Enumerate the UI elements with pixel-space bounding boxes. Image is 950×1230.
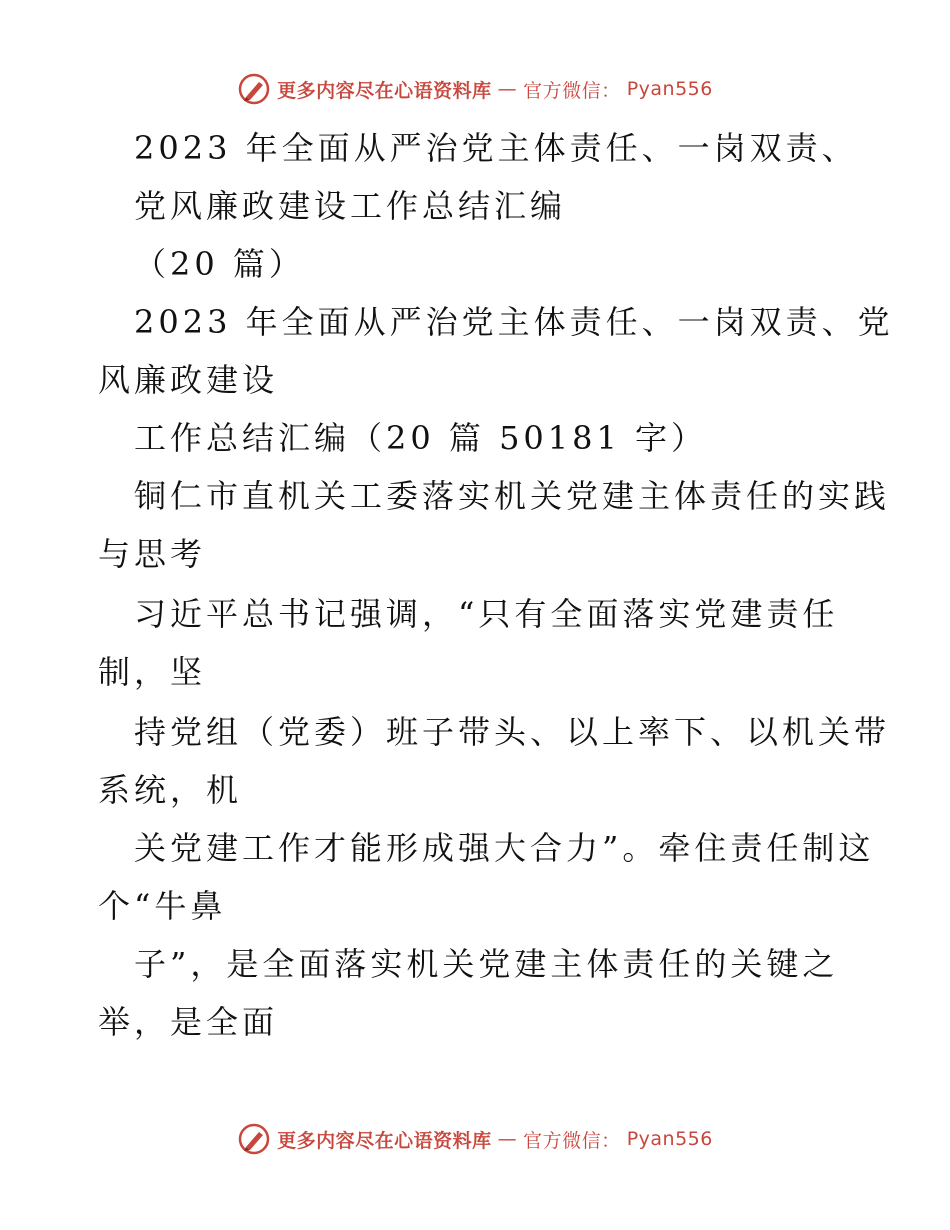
watermark-side-text: 官方微信： [523,79,621,102]
title-line-2: 党风廉政建设工作总结汇编 [134,187,567,225]
body-line-3: 工作总结汇编（20 篇 50181 字） [134,419,708,457]
body-line-2: 风廉政建设 [98,361,279,399]
watermark-main-text: 更多内容尽在心语资料库 [277,79,492,102]
watermark-wechat-id: Pyan556 [626,1128,713,1150]
title-line-3: （20 篇） [134,245,305,283]
body-line-5: 与思考 [98,535,207,573]
body-line-6: 习近平总书记强调，“只有全面落实党建责任 [134,595,839,633]
body-line-7: 制，坚 [98,653,207,691]
body-line-11: 个“牛鼻 [98,887,227,925]
body-line-12: 子”，是全面落实机关党建主体责任的关键之 [134,945,839,983]
watermark-main-text: 更多内容尽在心语资料库 [277,1129,492,1152]
pen-logo-icon [237,72,271,106]
body-line-13: 举，是全面 [98,1003,279,1041]
body-line-10: 关党建工作才能形成强大合力”。牵住责任制这 [134,829,875,867]
pen-logo-icon [237,1122,271,1156]
body-line-9: 系统，机 [98,771,243,809]
body-line-4: 铜仁市直机关工委落实机关党建主体责任的实践 [134,477,891,515]
watermark-wechat-id: Pyan556 [626,78,713,100]
footer-watermark [0,1122,950,1156]
header-watermark [0,72,950,106]
watermark-side-text: 官方微信： [523,1129,621,1152]
watermark-dash: — [497,78,518,100]
title-line-1: 2023 年全面从严治党主体责任、一岗双责、 [134,129,858,167]
watermark-dash: — [497,1128,518,1150]
body-line-8: 持党组（党委）班子带头、以上率下、以机关带 [134,713,891,751]
body-line-1: 2023 年全面从严治党主体责任、一岗双责、党 [134,303,894,341]
